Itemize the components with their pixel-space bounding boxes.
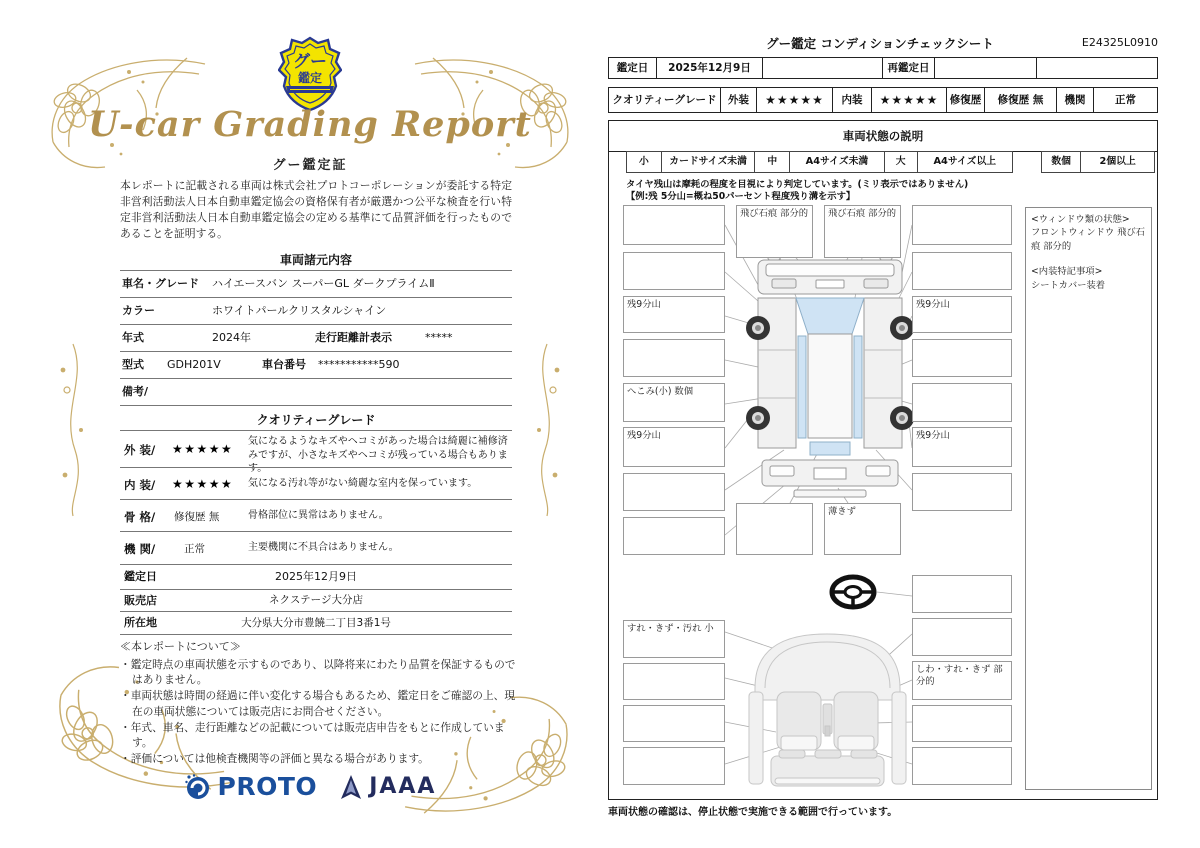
jaaa-icon bbox=[339, 774, 363, 800]
grade-row-frame bbox=[120, 499, 512, 531]
spec-odo-label: 走行距離計表示 bbox=[315, 331, 392, 344]
spec-name-value: ハイエースバン スーパーGL ダークプライムⅡ bbox=[212, 277, 435, 290]
repair-value-cell: 修復歴 無 bbox=[985, 88, 1057, 112]
grade-interior-desc: 気になる汚れ等がない綺麗な室内を保っています。 bbox=[248, 478, 478, 489]
legend-small-value: カードサイズ未満 bbox=[662, 152, 756, 172]
ornament-right bbox=[527, 340, 567, 520]
appraisal-date-value: 2025年12月9日 bbox=[275, 570, 357, 583]
grade-row-interior bbox=[120, 467, 512, 499]
date-empty-cell bbox=[763, 58, 883, 78]
spec-name-label: 車名・グレード bbox=[122, 277, 199, 290]
tire-note bbox=[626, 179, 968, 204]
legend-small-label: 小 bbox=[627, 152, 662, 172]
spec-row-model bbox=[120, 351, 512, 378]
date-table bbox=[608, 57, 1158, 79]
grade-exterior-stars: ★★★★★ bbox=[172, 442, 234, 456]
condition-box-right-front-tire: 残9分山 bbox=[912, 296, 1012, 333]
legend-large-label: 大 bbox=[885, 152, 918, 172]
spec-row-color bbox=[120, 297, 512, 324]
condition-box-left-1 bbox=[623, 205, 725, 245]
footer-logos bbox=[35, 772, 585, 801]
about-section bbox=[120, 638, 520, 767]
date-label-cell: 鑑定日 bbox=[609, 58, 657, 78]
spec-color-value: ホワイトパールクリスタルシャイン bbox=[212, 304, 387, 317]
condition-box-interior-left-3 bbox=[623, 705, 725, 742]
condition-box-left-2 bbox=[623, 252, 725, 290]
condition-box-left-front-tire: 残9分山 bbox=[623, 296, 725, 333]
proto-logo-text: PROTO bbox=[217, 772, 318, 801]
count-legend bbox=[1041, 151, 1155, 173]
legend-medium-value: A4サイズ未満 bbox=[790, 152, 885, 172]
condition-box-right-5 bbox=[912, 383, 1012, 422]
address-value: 大分県大分市豊饒二丁目3番1号 bbox=[241, 617, 391, 629]
remarks-sidebar bbox=[1025, 207, 1152, 790]
condition-box-left-dent: へこみ(小) 数個 bbox=[623, 383, 725, 422]
condition-box-left-4 bbox=[623, 339, 725, 377]
grade-interior-stars: ★★★★★ bbox=[172, 477, 234, 491]
legend-medium-label: 中 bbox=[755, 152, 790, 172]
interior-car-diagram bbox=[745, 630, 910, 790]
spec-model-label: 型式 bbox=[122, 358, 144, 371]
condition-box-right-1 bbox=[912, 205, 1012, 245]
ornament-left bbox=[53, 340, 93, 520]
condition-box-rear-scratch: 薄きず bbox=[824, 503, 901, 555]
jaaa-logo-text: JAAA bbox=[369, 774, 437, 799]
certificate-label: グー鑑定証 bbox=[272, 158, 348, 173]
inspection-footnote: 車両状態の確認は、停止状態で実施できる範囲で行っています。 bbox=[608, 807, 898, 818]
spec-model-value: GDH201V bbox=[167, 358, 221, 371]
grade-frame-desc: 骨格部位に異常はありません。 bbox=[248, 510, 389, 521]
proto-logo bbox=[184, 772, 318, 801]
condition-box-left-rear-tire: 残9分山 bbox=[623, 427, 725, 467]
grade-frame-label: 骨 格/ bbox=[124, 510, 156, 524]
info-row-date bbox=[120, 564, 512, 589]
grade-engine-desc: 主要機関に不具合はありません。 bbox=[248, 542, 399, 553]
engine-value-cell: 正常 bbox=[1115, 94, 1136, 106]
condition-box-interior-right-4 bbox=[912, 705, 1012, 742]
grade-engine-label: 機 関/ bbox=[124, 542, 156, 556]
tire-note-line2: 【例:残 5分山=概ね50パーセント程度残り溝を示す】 bbox=[626, 191, 856, 203]
spec-year-value: 2024年 bbox=[212, 331, 251, 344]
quality-grade-table bbox=[608, 87, 1158, 113]
condition-box-steering bbox=[912, 575, 1012, 613]
engine-label-cell: 機関 bbox=[1057, 88, 1094, 112]
condition-box-front-glass-right: 飛び石痕 部分的 bbox=[824, 205, 901, 258]
condition-box-interior-left-1: すれ・きず・汚れ 小 bbox=[623, 620, 725, 658]
spec-vin-value: ***********590 bbox=[318, 358, 400, 371]
info-table bbox=[120, 564, 512, 635]
report-body bbox=[120, 20, 516, 830]
redate-value-cell bbox=[935, 58, 1037, 78]
condition-box-left-8 bbox=[623, 517, 725, 555]
spec-notes-label: 備考/ bbox=[122, 385, 149, 398]
dealer-value: ネクステージ大分店 bbox=[269, 594, 363, 606]
spec-table bbox=[120, 270, 512, 406]
repair-label-cell: 修復歴 bbox=[947, 88, 985, 112]
exterior-stars-cell: ★★★★★ bbox=[757, 88, 833, 112]
grade-title-cell: クオリティーグレード bbox=[609, 88, 721, 112]
redate-label-cell: 再鑑定日 bbox=[883, 58, 935, 78]
grade-interior-label: 内 装/ bbox=[124, 478, 156, 492]
about-item: ・評価については他検査機関等の評価と異なる場合があります。 bbox=[120, 752, 429, 766]
condition-box-left-7 bbox=[623, 473, 725, 511]
badge-top-text: グー bbox=[293, 52, 327, 72]
spec-vin-label: 車台番号 bbox=[262, 358, 306, 371]
condition-box-right-2 bbox=[912, 252, 1012, 290]
condition-box-seat-wrinkle: しわ・すれ・きず 部分的 bbox=[912, 661, 1012, 700]
about-item: ・車両状態は時間の経過に伴い変化する場合もあるため、鑑定日をご確認の上、現在の車両状態については販売店にお問合せください。 bbox=[120, 689, 516, 718]
legend-large-value: A4サイズ以上 bbox=[933, 156, 997, 167]
condition-box-right-4 bbox=[912, 339, 1012, 377]
spec-row-notes bbox=[120, 378, 512, 405]
condition-box-rear-left bbox=[736, 503, 813, 555]
address-label: 所在地 bbox=[124, 616, 157, 629]
condition-section-title: 車両状態の説明 bbox=[609, 121, 1157, 152]
interior-remarks-title: <内装特記事項> bbox=[1031, 266, 1103, 278]
interior-label-cell: 内装 bbox=[833, 88, 872, 112]
spec-color-label: カラー bbox=[122, 304, 155, 317]
about-item: ・鑑定時点の車両状態を示すものであり、以降将来にわたり品質を保証するものではありません。 bbox=[120, 658, 516, 687]
intro-paragraph: 本レポートに記載される車両は株式会社プロトコーポレーションが委託する特定非営利活動法人日本自動車鑑定協会の資格保有者が厳選かつ公平な検査を行い特定非営利活動法人日本自動車鑑定協会の定める基準にて品質評価を行ったものであることを証明する。 bbox=[120, 179, 512, 240]
tire-note-line1: タイヤ残山は摩耗の程度を目視により判定しています。(ミリ表示ではありません) bbox=[626, 179, 969, 190]
about-title: ≪本レポートについて≫ bbox=[120, 640, 241, 653]
condition-box-right-rear-tire: 残9分山 bbox=[912, 427, 1012, 467]
grade-row-engine bbox=[120, 531, 512, 564]
report-title: U-car Grading Report bbox=[88, 104, 532, 145]
interior-stars-cell: ★★★★★ bbox=[872, 88, 947, 112]
count-legend-label: 数個 bbox=[1042, 152, 1081, 172]
spec-row-name bbox=[120, 270, 512, 297]
jaaa-logo bbox=[339, 774, 436, 800]
condition-box-front-glass-left: 飛び石痕 部分的 bbox=[736, 205, 813, 258]
spec-year-label: 年式 bbox=[122, 331, 144, 344]
condition-box-interior-left-4 bbox=[623, 747, 725, 785]
condition-box-interior-right-5 bbox=[912, 747, 1012, 785]
date-empty-cell bbox=[1037, 58, 1157, 78]
proto-icon bbox=[184, 773, 212, 801]
steering-wheel-icon bbox=[828, 573, 878, 611]
grade-exterior-desc: 気になるようなキズやヘコミがあった場合は綺麗に補修済みですが、小さなキズやヘコミが残っている場合もあります。 bbox=[248, 436, 508, 474]
condition-box-interior-left-2 bbox=[623, 663, 725, 700]
interior-remarks-note: シートカバー装着 bbox=[1031, 279, 1106, 291]
condition-box-right-7 bbox=[912, 473, 1012, 511]
count-legend-value: 2個以上 bbox=[1099, 156, 1136, 167]
about-item: ・年式、車名、走行距離などの記載については販売店申告をもとに作成しています。 bbox=[120, 720, 505, 749]
condition-check-sheet-page bbox=[600, 30, 1160, 830]
grade-table bbox=[120, 430, 512, 565]
info-row-address bbox=[120, 611, 512, 634]
info-row-dealer bbox=[120, 589, 512, 611]
grade-exterior-label: 外 装/ bbox=[124, 443, 156, 457]
date-value-cell: 2025年12月9日 bbox=[657, 58, 763, 78]
size-legend bbox=[626, 151, 1013, 173]
spec-section-title: 車両諸元内容 bbox=[279, 253, 352, 267]
spec-row-year bbox=[120, 324, 512, 351]
grading-report-page bbox=[35, 20, 585, 830]
appraisal-date-label: 鑑定日 bbox=[124, 570, 157, 583]
exterior-car-diagram bbox=[738, 250, 922, 500]
windows-state-title: <ウィンドウ類の状態> bbox=[1031, 214, 1130, 225]
condition-box-interior-right-2 bbox=[912, 618, 1012, 656]
badge-bottom-text: 鑑定 bbox=[297, 71, 323, 85]
grade-engine-value: 正常 bbox=[184, 543, 205, 555]
grade-section-title: クオリティーグレード bbox=[256, 413, 376, 427]
dealer-label: 販売店 bbox=[124, 594, 157, 607]
grade-row-exterior bbox=[120, 430, 512, 474]
sheet-code: E24325L0910 bbox=[1081, 36, 1158, 49]
windows-state-note: フロントウィンドウ 飛び石痕 部分的 bbox=[1031, 227, 1145, 252]
sheet-title: グー鑑定 コンディションチェックシート bbox=[766, 36, 994, 51]
spec-odo-value: ***** bbox=[425, 331, 453, 344]
grade-frame-value: 修復歴 無 bbox=[174, 511, 220, 523]
exterior-label-cell: 外装 bbox=[721, 88, 757, 112]
